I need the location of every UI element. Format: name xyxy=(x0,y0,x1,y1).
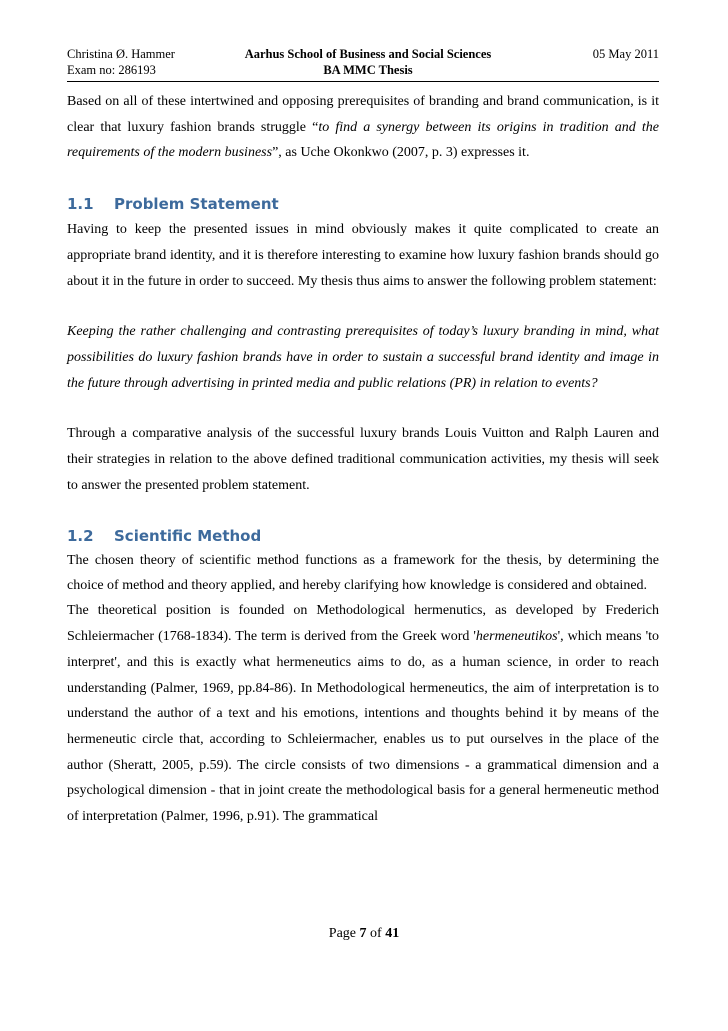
method-paragraph: The chosen theory of scientific method functions as a framework for the thesis, by determining the choice of method and theory applied, and hereby clarifying how knowledge is considered and obtained. xyxy=(67,553,659,593)
page-number: Page 7 of 41 xyxy=(328,926,400,941)
header-school: Aarhus School of Business and Social Sciences xyxy=(244,47,492,61)
greek-term: hermeneutikos xyxy=(475,629,558,645)
comparative-analysis-paragraph: Through a comparative analysis of the successful luxury brands Louis Vuitton and Ralph Lauren and their strategies in relation to the above defined traditional communication activities, my thesis will seek to answer the presented problem statement. xyxy=(67,426,659,493)
section-heading-scientific-method xyxy=(67,523,659,549)
header-divider xyxy=(67,81,659,82)
problem-intro-paragraph: Having to keep the presented issues in mind obviously makes it quite complicated to create an appropriate brand identity, and it is therefore interesting to examine how luxury fashion brands should go about it in the future in order to succeed. My thesis thus aims to answer the following problem statement: xyxy=(67,222,659,289)
section-number: 1.2 xyxy=(67,527,94,546)
problem-statement: Keeping the rather challenging and contrasting prerequisites of today’s luxury branding in mind, what possibilities do luxury fashion brands have in order to sustain a successful brand identity and image in the future through advertising in printed media and public relations (PR) in relation to events? xyxy=(67,324,659,391)
section-title: Problem Statement xyxy=(114,195,279,214)
header-date: 05 May 2011 xyxy=(592,47,659,61)
section-title: Scientific Method xyxy=(114,527,262,546)
intro-paragraph: Based on all of these intertwined and opposing prerequisites of branding and brand communication, is it clear that luxury fashion brands struggle “to find a synergy between its origins in tradition and the requirements of the modern business”, as Uche Okonkwo (2007, p. 3) expresses it. xyxy=(67,94,659,161)
hermeneutics-paragraph: The theoretical position is founded on Methodological hermenutics, as developed by Frederich Schleiermacher (1768-1834). The term is derived from the Greek word 'hermeneutikos', which means 'to interpret', and this is exactly what hermeneutics aims to do, as a human science, in order to reach understanding (Palmer, 1969, pp.84-86). In Methodological hermeneutics, the aim of interpretation is to understand the author of a text and his emotions, intentions and thoughts behind it by means of the hermeneutic circle that, according to Schleiermacher, enables us to put ourselves in the place of the author (Sheratt, 2005, p.59). The circle consists of two dimensions - a grammatical dimension and a psychological dimension - that in joint create the methodological basis for a general hermeneutic method of interpretation (Palmer, 1996, p.91). The grammatical xyxy=(67,603,659,825)
section-number: 1.1 xyxy=(67,195,94,214)
header-thesis: BA MMC Thesis xyxy=(323,63,413,77)
header-exam-number: Exam no: 286193 xyxy=(67,63,156,77)
header-author: Christina Ø. Hammer xyxy=(67,47,175,61)
intro-quote: to find a synergy between its origins in tradition and the requirements of the modern business xyxy=(67,119,659,161)
page-body xyxy=(67,89,659,830)
section-heading-problem-statement xyxy=(67,191,659,217)
